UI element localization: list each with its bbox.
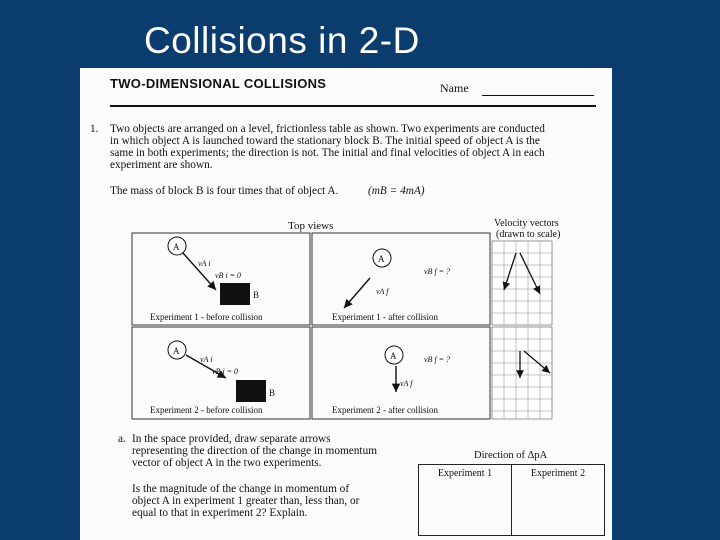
- velocity-vectors-label: Velocity vectors: [494, 218, 559, 229]
- slide-title: Collisions in 2-D: [144, 20, 420, 61]
- svg-text:A: A: [390, 351, 397, 361]
- svg-text:vA i: vA i: [198, 259, 211, 268]
- direction-cell-exp2[interactable]: Experiment 2: [512, 465, 605, 536]
- diagram-figure: [80, 68, 612, 468]
- svg-text:vA f: vA f: [376, 287, 389, 296]
- top-views-label: Top views: [288, 220, 334, 232]
- worksheet-heading: TWO-DIMENSIONAL COLLISIONS: [110, 76, 327, 91]
- q1-line-3: same in both experiments; the direction is not. The initial and final velocities of object A in each: [110, 147, 545, 159]
- q1-line-1: Two objects are arranged on a level, frictionless table as shown. Two experiments are conducted: [110, 123, 545, 135]
- part-a-question-2: object A in experiment 1 greater than, less than, or: [132, 495, 360, 507]
- svg-text:B: B: [269, 388, 276, 398]
- direction-cell-exp1[interactable]: Experiment 1: [419, 465, 512, 536]
- mass-equation: (mB = 4mA): [368, 185, 425, 197]
- part-a-line-3: vector of object A in the two experiments.: [132, 457, 322, 469]
- svg-text:B: B: [253, 290, 260, 300]
- velocity-grid-2: [492, 327, 552, 419]
- caption-exp2-after: Experiment 2 - after collision: [332, 405, 438, 415]
- block-b-exp2: [236, 380, 266, 402]
- svg-text:vB i = 0: vB i = 0: [215, 271, 242, 280]
- part-a-line-1: In the space provided, draw separate arrows: [132, 433, 331, 445]
- v-a-final-arrow-exp1: [344, 278, 370, 308]
- block-b-exp1: [220, 283, 250, 305]
- part-a-question-1: Is the magnitude of the change in momentum of: [132, 483, 350, 495]
- question-number: 1.: [90, 123, 99, 135]
- svg-text:A: A: [173, 242, 180, 252]
- svg-text:A: A: [173, 346, 180, 356]
- velocity-grid-1: [492, 241, 552, 325]
- caption-exp1-after: Experiment 1 - after collision: [332, 312, 438, 322]
- part-a-line-2: representing the direction of the change in momentum: [132, 445, 378, 457]
- q1-line-4: experiment are shown.: [110, 159, 213, 171]
- svg-text:vA i: vA i: [200, 355, 213, 364]
- part-a-letter: a.: [118, 433, 126, 445]
- caption-exp1-before: Experiment 1 - before collision: [150, 312, 263, 322]
- svg-text:vB i = 0: vB i = 0: [212, 367, 239, 376]
- svg-text:vA f: vA f: [400, 379, 413, 388]
- caption-exp2-before: Experiment 2 - before collision: [150, 405, 263, 415]
- velocity-vectors-scale-label: (drawn to scale): [496, 229, 561, 240]
- part-a-question-3: equal to that in experiment 2? Explain.: [132, 507, 308, 519]
- direction-table: [418, 464, 605, 536]
- name-label: Name: [440, 81, 469, 95]
- direction-label: Direction of ΔpA: [474, 450, 548, 461]
- svg-text:A: A: [378, 254, 385, 264]
- svg-text:vB f = ?: vB f = ?: [424, 355, 451, 364]
- q1-line-2: in which object A is launched toward the stationary block B. The initial speed of object A is the: [110, 135, 540, 147]
- mass-statement: The mass of block B is four times that of object A.: [110, 185, 339, 197]
- worksheet-page: [80, 68, 612, 540]
- svg-text:vB f = ?: vB f = ?: [424, 267, 451, 276]
